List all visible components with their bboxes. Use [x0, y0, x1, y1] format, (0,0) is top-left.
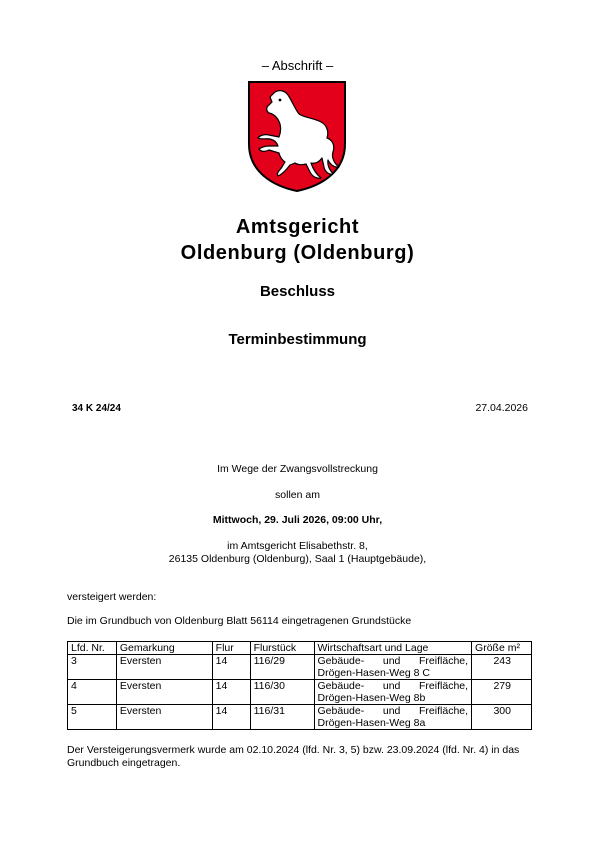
cell-wirtschaftsart	[314, 655, 472, 680]
enforcement-line: Im Wege der Zwangsvollstreckung	[217, 463, 378, 475]
header-gemarkung: Gemarkung	[116, 642, 212, 655]
cell-flur: 14	[212, 680, 250, 705]
header-flur: Flur	[212, 642, 250, 655]
cell-art: Gebäude- und Freifläche,	[317, 680, 469, 692]
document-subject: Terminbestimmung	[228, 331, 367, 348]
court-name-line2: Oldenburg (Oldenburg)	[180, 242, 415, 264]
document-date: 27.04.2026	[475, 402, 528, 414]
copy-mark: – Abschrift –	[261, 58, 334, 73]
cell-art: Gebäude- und Freifläche,	[317, 655, 469, 667]
cell-groesse: 279	[472, 680, 532, 705]
cell-groesse: 243	[472, 655, 532, 680]
table-header-row	[68, 642, 532, 655]
table-row	[68, 680, 532, 705]
location-line2: 26135 Oldenburg (Oldenburg), Saal 1 (Hauptgebäude),	[168, 553, 427, 565]
cell-lage: Drögen-Hasen-Weg 8b	[317, 692, 426, 704]
cell-groesse: 300	[472, 705, 532, 730]
lower-saxony-horse-crest-icon	[247, 80, 347, 193]
header-lfd-nr: Lfd. Nr.	[68, 642, 117, 655]
scheduled-line: sollen am	[275, 489, 320, 501]
table-row	[68, 705, 532, 730]
cell-flurstueck: 116/29	[250, 655, 314, 680]
cell-flurstueck: 116/31	[250, 705, 314, 730]
auction-text: versteigert werden:	[67, 591, 157, 603]
cell-art: Gebäude- und Freifläche,	[317, 705, 469, 717]
document-type: Beschluss	[259, 283, 336, 300]
header-groesse: Größe m²	[472, 642, 532, 655]
cell-nr: 3	[68, 655, 117, 680]
court-name-line1: Amtsgericht	[235, 216, 360, 238]
table-row	[68, 655, 532, 680]
parcels-table	[67, 641, 532, 730]
appointment-date: Mittwoch, 29. Juli 2026, 09:00 Uhr,	[212, 514, 383, 526]
case-number: 34 K 24/24	[72, 403, 121, 414]
cell-nr: 5	[68, 705, 117, 730]
header-wirtschaftsart: Wirtschaftsart und Lage	[314, 642, 472, 655]
cell-wirtschaftsart	[314, 705, 472, 730]
cell-wirtschaftsart	[314, 680, 472, 705]
cell-flurstueck: 116/30	[250, 680, 314, 705]
cell-flur: 14	[212, 705, 250, 730]
cell-nr: 4	[68, 680, 117, 705]
location-line1: im Amtsgericht Elisabethstr. 8,	[227, 540, 368, 552]
cell-gemarkung: Eversten	[116, 705, 212, 730]
cell-lage: Drögen-Hasen-Weg 8 C	[317, 667, 430, 679]
cell-gemarkung: Eversten	[116, 680, 212, 705]
registration-note: Der Versteigerungsvermerk wurde am 02.10.2024 (lfd. Nr. 3, 5) bzw. 23.09.2024 (lfd. Nr. 4) in das Grundbuch eingetragen.	[67, 744, 520, 769]
header-flurstueck: Flurstück	[250, 642, 314, 655]
cell-flur: 14	[212, 655, 250, 680]
cell-lage: Drögen-Hasen-Weg 8a	[317, 717, 426, 729]
parcels-intro: Die im Grundbuch von Oldenburg Blatt 56114 eingetragenen Grundstücke	[67, 615, 412, 627]
cell-gemarkung: Eversten	[116, 655, 212, 680]
